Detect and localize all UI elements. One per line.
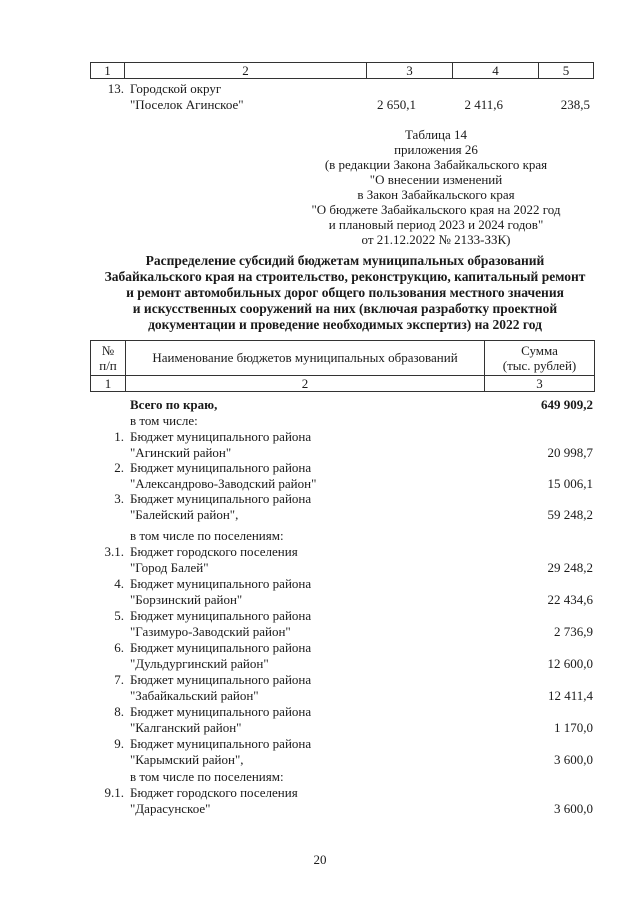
row-name-line1: Бюджет муниципального района <box>130 608 312 623</box>
continuation-table-header <box>90 62 594 79</box>
header-sum-line1: Сумма <box>521 343 558 358</box>
row-name-line1: Бюджет муниципального района <box>130 491 312 506</box>
row-sum: 2 736,9 <box>554 624 593 639</box>
header-name: Наименование бюджетов муниципальных образований <box>152 350 458 365</box>
row-number: 13. <box>107 81 124 96</box>
annex-line: и плановый период 2023 и 2024 годов" <box>328 217 544 232</box>
col-header-4: 4 <box>453 63 539 78</box>
header-index-1: 1 <box>104 376 112 391</box>
row-number: 2. <box>114 460 124 475</box>
row-number: 5. <box>114 608 124 623</box>
header-num-line1: № <box>101 343 115 358</box>
col-header-2: 2 <box>125 63 367 78</box>
row-name-line1: Бюджет городского поселения <box>130 785 298 800</box>
row-name-line1: Бюджет муниципального района <box>130 429 312 444</box>
row-name-line1: Бюджет муниципального района <box>130 672 312 687</box>
title-line: и искусственных сооружений на них (включая разработку проектной <box>132 301 558 316</box>
row-name-line1: Бюджет муниципального района <box>130 640 312 655</box>
row-col4-value: 2 411,6 <box>464 97 503 112</box>
row-name-line1: Бюджет городского поселения <box>130 544 298 559</box>
total-sum: 649 909,2 <box>541 397 593 412</box>
document-title <box>80 253 610 333</box>
header-num-line2: п/п <box>99 358 117 373</box>
row-name-line2: "Балейский район", <box>130 507 239 522</box>
total-label: Всего по краю, <box>130 397 218 412</box>
row-name-line1: Бюджет муниципального района <box>130 704 312 719</box>
row-number: 9. <box>114 736 124 751</box>
row-name-line2: "Карымский район", <box>130 752 244 767</box>
row-col5-value: 238,5 <box>560 97 590 112</box>
row-name-line2: "Александрово-Заводский район" <box>130 476 317 491</box>
row-name-line1: Бюджет муниципального района <box>130 736 312 751</box>
settlements-note: в том числе по поселениям: <box>130 769 284 784</box>
row-name-line2: "Дульдургинский район" <box>130 656 269 671</box>
annex-line: в Закон Забайкальского края <box>357 187 515 202</box>
page-number: 20 <box>313 852 327 867</box>
col-header-1: 1 <box>91 63 125 78</box>
annex-reference <box>300 127 572 247</box>
row-number: 3. <box>114 491 124 506</box>
title-line: и ремонт автомобильных дорог общего пользования местного значения <box>126 285 564 300</box>
col-header-5: 5 <box>562 63 570 78</box>
row-sum: 59 248,2 <box>547 507 593 522</box>
row-name-line2: "Поселок Агинское" <box>130 97 244 112</box>
row-name-line1: Бюджет муниципального района <box>130 460 312 475</box>
row-sum: 29 248,2 <box>547 560 593 575</box>
row-number: 4. <box>114 576 124 591</box>
row-number: 1. <box>114 429 124 444</box>
row-name-line2: "Калганский район" <box>130 720 242 735</box>
annex-line: Таблица 14 <box>404 127 468 142</box>
row-name-line1: Городской округ <box>130 81 222 96</box>
row-number: 7. <box>114 672 124 687</box>
row-sum: 12 411,4 <box>547 688 593 703</box>
row-sum: 3 600,0 <box>554 801 593 816</box>
row-name-line2: "Борзинский район" <box>130 592 243 607</box>
row-sum: 15 006,1 <box>547 476 593 491</box>
row-col3-value: 2 650,1 <box>377 97 416 112</box>
annex-line: "О бюджете Забайкальского края на 2022 год <box>311 202 561 217</box>
settlements-note: в том числе по поселениям: <box>130 528 284 543</box>
row-sum: 20 998,7 <box>547 445 593 460</box>
annex-line: приложения 26 <box>394 142 478 157</box>
annex-line: от 21.12.2022 № 2133-ЗЗК) <box>361 232 511 247</box>
row-number: 3.1. <box>104 544 124 559</box>
row-sum: 1 170,0 <box>554 720 593 735</box>
in-total-label: в том числе: <box>130 413 198 428</box>
title-line: Распределение субсидий бюджетам муниципальных образований <box>145 253 545 268</box>
row-name-line2: "Газимуро-Заводский район" <box>130 624 291 639</box>
row-name-line2: "Забайкальский район" <box>130 688 259 703</box>
row-sum: 12 600,0 <box>547 656 593 671</box>
row-name-line2: "Город Балей" <box>130 560 209 575</box>
row-number: 6. <box>114 640 124 655</box>
row-sum: 22 434,6 <box>547 592 593 607</box>
header-sum-line2: (тыс. рублей) <box>502 358 577 373</box>
subsidy-table-header <box>90 340 595 392</box>
row-sum: 3 600,0 <box>554 752 593 767</box>
row-number: 8. <box>114 704 124 719</box>
header-index-2: 2 <box>301 376 309 391</box>
header-index-3: 3 <box>536 376 543 391</box>
title-line: Забайкальского края на строительство, реконструкцию, капитальный ремонт <box>104 269 586 284</box>
col-header-3: 3 <box>367 63 453 78</box>
row-name-line2: "Агинский район" <box>130 445 232 460</box>
annex-line: "О внесении изменений <box>369 172 503 187</box>
annex-line: (в редакции Закона Забайкальского края <box>324 157 548 172</box>
title-line: документации и проведение необходимых экспертиз) на 2022 год <box>148 317 542 332</box>
row-name-line1: Бюджет муниципального района <box>130 576 312 591</box>
row-number: 9.1. <box>104 785 124 800</box>
row-name-line2: "Дарасунское" <box>130 801 211 816</box>
